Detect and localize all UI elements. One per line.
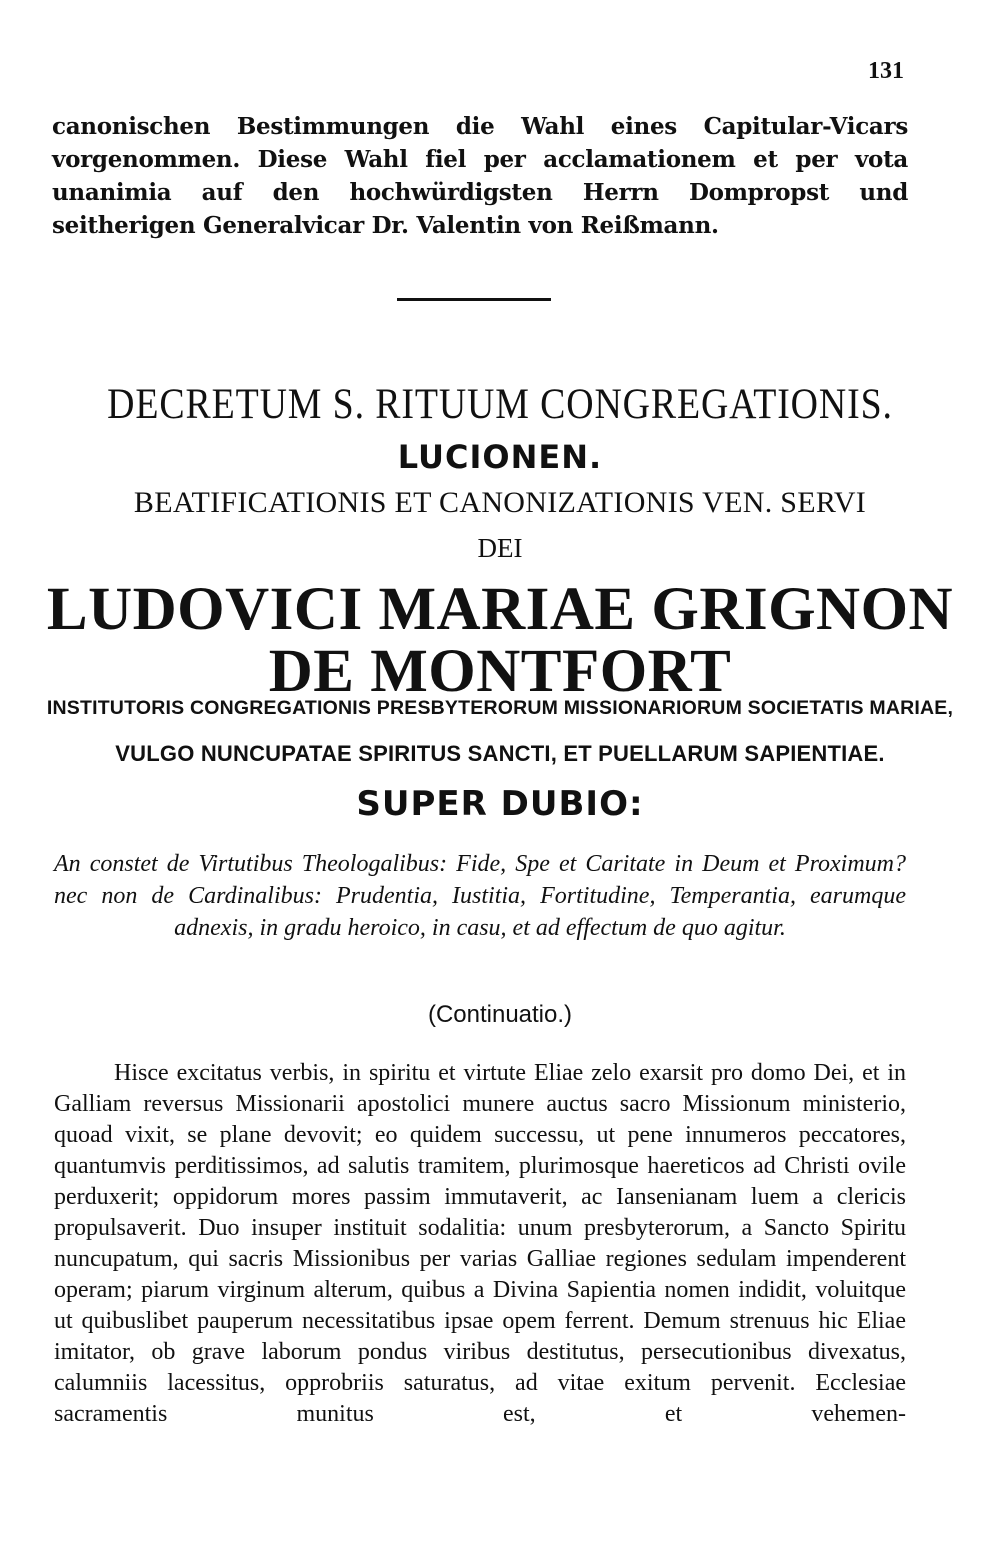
cause-heading-dei: DEI: [477, 533, 523, 563]
super-dubio-heading: SUPER DUBIO:: [356, 784, 644, 824]
page-number: 131: [868, 58, 904, 84]
section-divider: [397, 298, 551, 301]
dubium-question: An constet de Virtutibus Theologalibus: Fide, Spe et Caritate in Deum et Proximum? nec non de Cardinalibus: Prudentia, Iustitia, Fortitudine, Temperantia, earumque adnexis, in gradu heroico, in casu, et ad effectum de quo agitur.: [54, 851, 906, 941]
diocese-heading: LUCIONEN.: [397, 438, 603, 476]
servant-name-line1: LUDOVICI MARIAE GRIGNON: [46, 576, 954, 643]
cause-heading: BEATIFICATIONIS ET CANONIZATIONIS VEN. SERVI: [133, 486, 867, 519]
founder-description-line2: VULGO NUNCUPATAE SPIRITUS SANCTI, ET PUELLARUM SAPIENTIAE.: [115, 741, 885, 766]
body-text: [54, 1058, 906, 1430]
body-paragraph: Hisce excitatus verbis, in spiritu et virtute Eliae zelo exarsit pro domo Dei, et in Galliam reversus Missionarii apostolici munere auctus sacro Missionum ministerio, quoad vixit, se plane devovit; eo quidem successu, ut pene innumeros peccatores, quantumvis perditissimos, ad salutis tramitem, plurimosque haereticos ad Christi ovile perduxerit; oppidorum mores passim immutaverit, ac Iansenianam luem a clericis propulsaverit. Duo insuper instituit sodalitia: unum presbyterorum, a Sancto Spiritu nuncupatum, qui sacris Missionibus per varias Galliae regiones sedulam impenderent operam; piarum virginum alterum, quibus a Divina Sapientia nomen indidit, voluitque ut quibuslibet pauperum necessitatibus ipsae opem ferrent. Demum strenuus hic Eliae imitator, ob grave laborum pondus viribus destitutus, persecutionibus divexatus, calumniis lacessitus, opprobriis saturatus, ad vitae exitum pervenit. Ecclesiae sacramentis munitus est, et vehemen-: [54, 1060, 906, 1427]
intro-paragraph: canonischen Bestimmungen die Wahl eines Capitular-Vicars vorgenommen. Diese Wahl fiel per acclamationem et per vota unanimia auf den hochwürdigsten Herrn Dompropst und seitherigen Generalvicar Dr. Valentin von Reißmann.: [52, 113, 908, 239]
founder-description-line1: INSTITUTORIS CONGREGATIONIS PRESBYTERORUM MISSIONARIORUM SOCIETATIS MARIAE,: [46, 697, 954, 719]
continuatio-label: (Continuatio.): [427, 1001, 573, 1028]
decree-title: DECRETUM S. RITUUM CONGREGATIONIS.: [107, 381, 893, 428]
servant-name-line2: DE MONTFORT: [268, 638, 732, 705]
